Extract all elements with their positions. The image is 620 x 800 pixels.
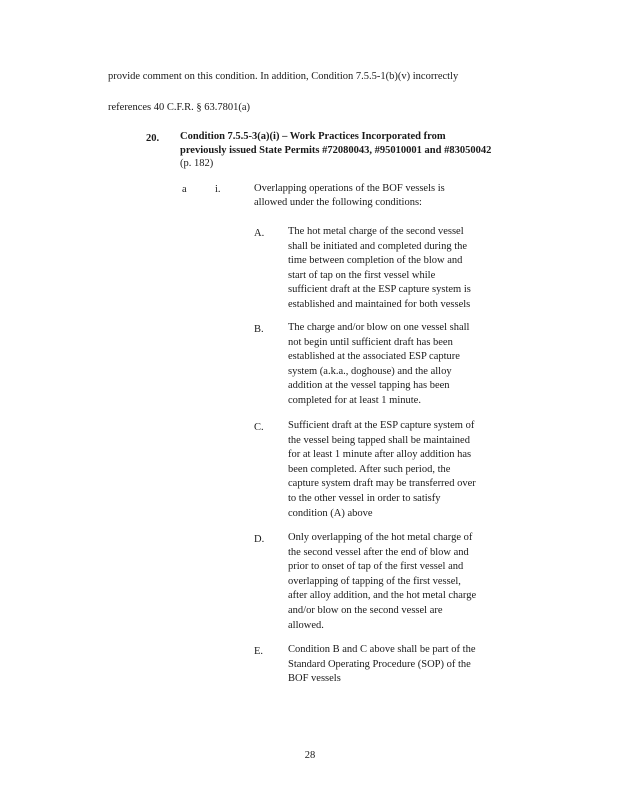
item-letter-c: C.: [254, 422, 264, 433]
item-d-line: overlapping of tapping of the first vessel,: [288, 575, 461, 587]
item-b-line: The charge and/or blow on one vessel shall: [288, 322, 470, 333]
item-e-line: Standard Operating Procedure (SOP) of the: [288, 658, 471, 670]
item-a-line: sufficient draft at the ESP capture system is: [288, 284, 471, 296]
item-a-line: time between completion of the blow and: [288, 255, 463, 267]
item-b-line: system (a.k.a., doghouse) and the alloy: [288, 365, 452, 377]
item-text-e: [288, 643, 528, 687]
condition-number: 20.: [146, 133, 160, 144]
item-c-line: been completed. After such period, the: [288, 463, 451, 475]
item-d-line: after alloy addition, and the hot metal charge: [288, 590, 477, 602]
item-text-a: [288, 225, 528, 313]
page-number: 28: [304, 750, 316, 761]
item-c-line: the vessel being tapped shall be maintained: [288, 434, 470, 446]
condition-title-line-2: previously issued State Permits #72080043, #95010001 and #83050042: [180, 144, 492, 156]
item-d-line: Only overlapping of the hot metal charge of: [288, 532, 473, 543]
item-b-line: not begin until sufficient draft has been: [288, 336, 453, 348]
item-a-line: start of tap on the first vessel while: [288, 269, 436, 281]
item-c-line: to the other vessel in order to satisfy: [288, 492, 441, 504]
item-a-line: established and maintained for both vessels: [288, 298, 471, 310]
item-e-line: Condition B and C above shall be part of the: [288, 644, 476, 655]
item-a-line: shall be initiated and completed during the: [288, 240, 468, 252]
item-c-line: condition (A) above: [288, 507, 373, 519]
item-letter-b: B.: [254, 324, 264, 335]
subsection-line-2: allowed under the following conditions:: [254, 197, 422, 208]
item-b-line: addition at the vessel tapping has been: [288, 380, 450, 392]
item-c-line: for at least 1 minute after alloy addition has: [288, 449, 472, 461]
condition-heading: [180, 130, 550, 171]
item-letter-e: E.: [254, 646, 264, 657]
item-b-line: completed for at least 1 minute.: [288, 394, 421, 406]
item-e-line: BOF vessels: [288, 673, 341, 685]
item-b-line: established at the associated ESP capture: [288, 351, 460, 363]
subsection-line-1: Overlapping operations of the BOF vessels is: [254, 183, 445, 194]
intro-line-1: provide comment on this condition. In addition, Condition 7.5.5-1(b)(v) incorrectly: [108, 71, 459, 82]
subsection-roman: i.: [215, 184, 221, 195]
item-text-d: [288, 531, 528, 633]
condition-page-ref: (p. 182): [180, 158, 214, 169]
condition-title-line-1: Condition 7.5.5-3(a)(i) – Work Practices Incorporated from: [180, 131, 446, 142]
item-d-line: and/or blow on the second vessel are: [288, 604, 443, 616]
intro-line-2: references 40 C.F.R. § 63.7801(a): [108, 102, 251, 113]
item-a-line: The hot metal charge of the second vessel: [288, 226, 464, 237]
item-letter-d: D.: [254, 534, 265, 545]
subsection-text: [254, 182, 534, 210]
item-text-c: [288, 419, 528, 521]
item-letter-a: A.: [254, 228, 265, 239]
item-text-b: [288, 321, 528, 409]
item-d-line: allowed.: [288, 619, 324, 631]
item-d-line: the second vessel after the end of blow and: [288, 546, 469, 558]
subsection-letter: a: [182, 184, 187, 195]
item-c-line: capture system draft may be transferred over: [288, 478, 476, 490]
item-c-line: Sufficient draft at the ESP capture system of: [288, 420, 475, 431]
item-d-line: prior to onset of tap of the first vessel and: [288, 561, 464, 573]
